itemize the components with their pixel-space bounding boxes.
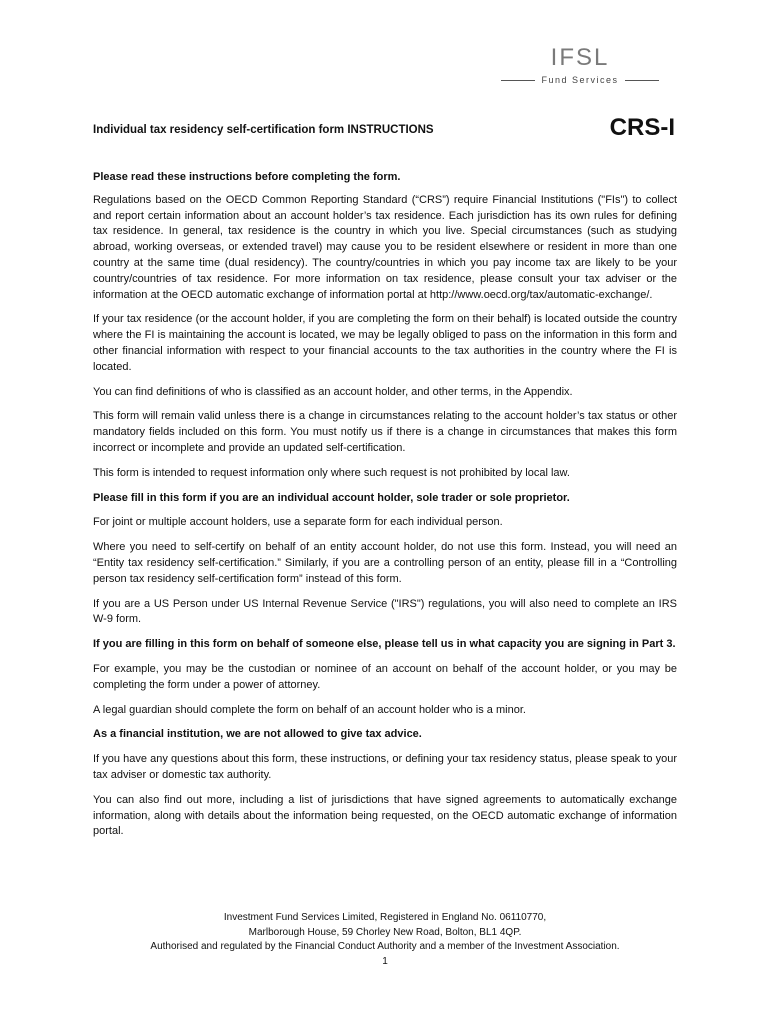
heading-no-tax-advice: As a financial institution, we are not allowed to give tax advice. xyxy=(93,728,422,741)
paragraph-local-law: This form is intended to request information only where such request is not prohibited by local law. xyxy=(93,466,570,479)
paragraph-joint-holders: For joint or multiple account holders, use a separate form for each individual person. xyxy=(93,516,503,529)
logo-subtitle: Fund Services xyxy=(541,75,619,85)
paragraph-us-person: If you are a US Person under US Internal Revenue Service ("IRS") regulations, you will also need to complete an IRS W-9 form. xyxy=(93,597,677,626)
paragraph-custodian: For example, you may be the custodian or nominee of an account on behalf of the account holder, or you may be completing the form under a power of attorney. xyxy=(93,662,677,691)
footer-address: Marlborough House, 59 Chorley New Road, Bolton, BL1 4QP. xyxy=(248,926,522,938)
intro-heading: Please read these instructions before completing the form. xyxy=(93,171,401,183)
logo-subtitle-row xyxy=(492,75,668,85)
heading-on-behalf: If you are filling in this form on behalf of someone else, please tell us in what capacity you are signing in Part 3. xyxy=(93,638,676,651)
page-footer xyxy=(93,911,677,969)
page-number: 1 xyxy=(382,955,388,967)
logo-divider-left xyxy=(501,80,535,81)
heading-who-fills: Please fill in this form if you are an individual account holder, sole trader or sole proprietor. xyxy=(93,491,570,504)
paragraph-legal-guardian: A legal guardian should complete the form on behalf of an account holder who is a minor. xyxy=(93,703,526,716)
ifsl-logo xyxy=(492,44,668,85)
paragraph-form-validity: This form will remain valid unless there is a change in circumstances relating to the account holder’s tax status or other mandatory fields included on this form. You must notify us if there is a change in circumstances that makes this form incorrect or incomplete and provide an updated self-certification. xyxy=(93,410,677,454)
logo-divider-right xyxy=(625,80,659,81)
paragraph-questions: If you have any questions about this form, these instructions, or defining your tax residency status, please speak to your tax adviser or domestic tax authority. xyxy=(93,753,677,781)
paragraph-entity-holders: Where you need to self-certify on behalf of an entity account holder, do not use this form. Instead, you will need an “Entity tax residency self-certification.” Similarly, if you are a controlling person of an entity, please fill in a “Controlling person tax residency self-certification form” instead of this form. xyxy=(93,541,677,585)
logo-name: IFSL xyxy=(550,44,610,71)
paragraph-tax-residence-outside: If your tax residence (or the account holder, if you are completing the form on their behalf) is located outside the country where the FI is maintaining the account is located, we may be legally obliged to pass on the information in this form and other financial information with respect to your financial accounts to the tax authorities in the country where the FI is located. xyxy=(93,313,677,373)
form-code: CRS-I xyxy=(609,114,675,141)
paragraph-definitions: You can find definitions of who is classified as an account holder, and other terms, in the Appendix. xyxy=(93,385,573,398)
form-title: Individual tax residency self-certification form INSTRUCTIONS xyxy=(93,124,434,136)
form-header xyxy=(93,114,675,144)
footer-authorisation: Authorised and regulated by the Financial Conduct Authority and a member of the Investment Association. xyxy=(150,941,620,952)
footer-registration: Investment Fund Services Limited, Registered in England No. 06110770, xyxy=(223,912,547,923)
paragraph-crs-regulations: Regulations based on the OECD Common Reporting Standard (“CRS”) require Financial Institutions ("FIs") to collect and report certain information about an account holder’s tax residence. Each jurisdiction has its own rules for defining tax residence. In general, tax residence is the country in which you live. Special circumstances (such as studying abroad, working overseas, or extended travel) may cause you to be resident elsewhere or resident in more than one country at the same time (dual residency). The country/countries in which you pay income tax are likely to be your country/countries of tax residence. For more information on tax residence, please consult your tax adviser or the information at the OECD automatic exchange of information portal at http://www.oecd.org/tax/automatic-exchange/. xyxy=(93,193,677,301)
instructions-body xyxy=(93,170,677,849)
paragraph-find-out-more: You can also find out more, including a list of jurisdictions that have signed agreements to automatically exchange information, along with details about the information being requested, on the OECD automatic exchange of information portal. xyxy=(93,793,677,838)
